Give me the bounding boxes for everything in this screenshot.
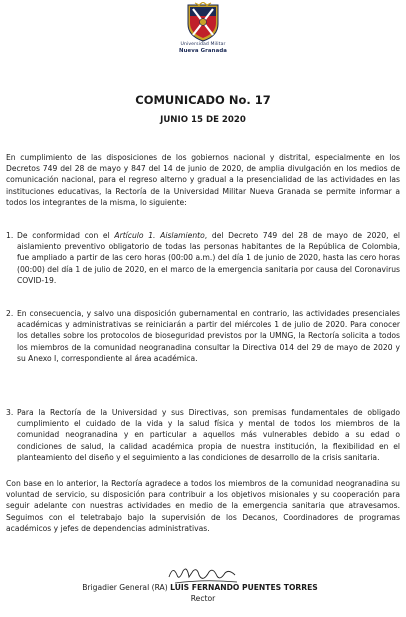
signatory-name: LUIS FERNANDO PUENTES TORRES [170,583,318,592]
university-line-1: Universidad Militar [180,42,226,47]
document-title: COMUNICADO No. 17 [135,93,271,107]
signatory-role: Rector [190,594,216,603]
list-item-number: 2. [6,309,14,318]
header-logo-block [0,2,406,54]
document-date: JUNIO 15 DE 2020 [160,115,246,125]
list-item-1 [6,230,400,286]
intro-paragraph: En cumplimiento de las disposiciones de los gobiernos nacional y distrital, especialmente en los Decretos 749 del 28 de mayo y 847 del 14 de junio de 2020, de amplia divulgación en los medios de comunicación nacional, para el regreso alterno y gradual a la presencialidad de las actividades en las instituciones educativas, la Rectoría de la Universidad Militar Nueva Granada se permite informar a todos los integrantes de la misma, lo siguiente: [6,153,400,207]
article-reference: Artículo 1. Aislamiento [114,231,205,240]
list-item-number: 1. [6,231,14,240]
signatory-line [50,583,350,592]
list-item-number: 3. [6,408,14,417]
list-item-3 [6,407,400,463]
closing-paragraph: Con base en lo anterior, la Rectoría agradece a todos los miembros de la comunidad neogranadina su voluntad de servicio, su disposición para contribuir a los objetivos misionales y su cooperación para seguir adelante con nuestras actividades en medio de la emergencia sanitaria que atravesamos. Seguimos con el teletrabajo bajo la supervisión de los Decanos, Coordinadores de programas académicos y jefes de dependencias administrativas. [6,479,400,533]
list-item-2 [6,308,400,364]
list-item-text: En consecuencia, y salvo una disposición gubernamental en contrario, las actividades presenciales académicas y administrativas se reiniciarán a partir del miércoles 1 de julio de 2020. Para conocer los detalles sobre los protocolos de bioseguridad previstos por la UMNG, la Rectoría solicita a todos los miembros de la comunidad neogranadina consultar la Directiva 014 del 29 de mayo de 2020 y su Anexo I, correspondiente al área académica. [17,309,400,363]
list-item-text: De conformidad con el Artículo 1. Aislamiento, del Decreto 749 del 28 de mayo de 2020, el aislamiento preventivo obligatorio de todas las personas habitantes de la República de Colombia, fue ampliado a partir de las cero horas (00:00 a.m.) del día 1 de junio de 2020, hasta las cero horas (00:00) del día 1 de julio de 2020, en el marco de la emergencia sanitaria por causa del Coronavirus COVID-19. [17,231,400,285]
signatory-rank: Brigadier General (RA) [82,583,168,592]
unmg-shield-logo-icon [186,2,220,42]
university-line-2: Nueva Granada [178,48,228,54]
list-item-text: Para la Rectoría de la Universidad y sus Directivas, son premisas fundamentales de obligado cumplimiento el cuidado de la vida y la salud física y mental de todos los miembros de la comunidad neogranadina y en particular a aquellos más vulnerables debido a su edad o condiciones de salud, la calidad académica propia de nuestra institución, la flexibilidad en el planteamiento del diseño y el seguimiento a las condiciones de desarrollo de la crisis sanitaria. [17,408,400,462]
